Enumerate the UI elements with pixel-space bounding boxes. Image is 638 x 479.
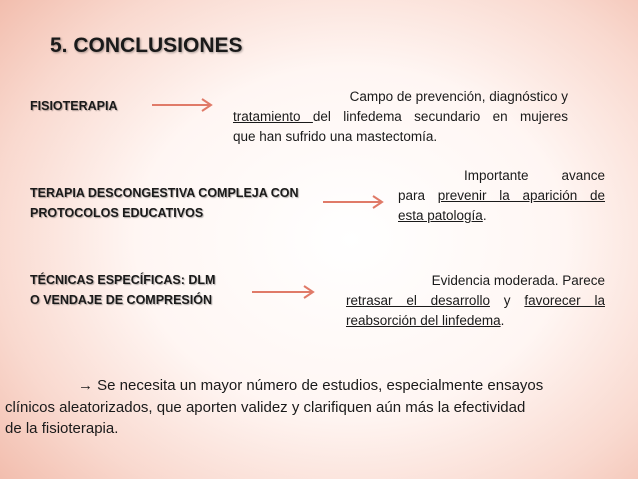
- underlined-text: tratamiento: [233, 109, 313, 124]
- text-line: de la fisioterapia.: [5, 420, 119, 437]
- text: Se necesita un mayor número de estudios, especialmente ensayos: [97, 377, 544, 394]
- text-line: que han sufrido una mastectomía.: [233, 129, 438, 144]
- text-line: [346, 311, 605, 331]
- text-line: Evidencia moderada. Parece: [431, 273, 605, 288]
- underlined-text: prevenir la aparición de: [437, 188, 605, 203]
- slide-title: 5. CONCLUSIONES: [50, 34, 243, 57]
- text: y: [489, 293, 525, 308]
- underlined-text: favorecer la: [524, 293, 605, 308]
- text: .: [482, 208, 487, 223]
- label-line: FISIOTERAPIA: [30, 99, 118, 113]
- arrow-right-icon: [323, 195, 385, 209]
- text: para: [398, 188, 438, 203]
- text-line: [398, 186, 605, 206]
- label-line: O VENDAJE DE COMPRESIÓN: [30, 293, 212, 307]
- text: .: [500, 313, 505, 328]
- arrow-right-icon: →: [78, 377, 93, 394]
- conclusion-paragraph: [5, 375, 605, 440]
- terapia-description: [398, 166, 605, 226]
- label-line: TÉCNICAS ESPECÍFICAS: DLM: [30, 273, 216, 287]
- text-line: [5, 375, 605, 397]
- text-line: clínicos aleatorizados, que aporten validez y clarifiquen aún más la efectividad: [5, 398, 526, 416]
- underlined-text: retrasar el desarrollo: [346, 293, 490, 308]
- text: del linfedema secundario en mujeres: [312, 109, 568, 124]
- underlined-text: esta patología: [398, 208, 483, 223]
- tecnicas-description: [346, 271, 605, 331]
- label-line: PROTOCOLOS EDUCATIVOS: [30, 206, 204, 220]
- label-terapia-descongestiva: [30, 183, 299, 223]
- text-line: Campo de prevención, diagnóstico y: [349, 89, 568, 104]
- arrow-right-icon: [152, 98, 214, 112]
- label-line: TERAPIA DESCONGESTIVA COMPLEJA CON: [30, 186, 299, 200]
- arrow-right-icon: [252, 285, 316, 299]
- text-line: [233, 107, 568, 127]
- label-tecnicas-especificas: [30, 270, 215, 310]
- text-line: [398, 206, 605, 226]
- underlined-text: reabsorción del linfedema: [346, 313, 501, 328]
- label-fisioterapia: [30, 96, 118, 116]
- text-line: [346, 291, 605, 311]
- fisioterapia-description: [233, 87, 568, 147]
- text-line: Importante avance: [464, 168, 605, 183]
